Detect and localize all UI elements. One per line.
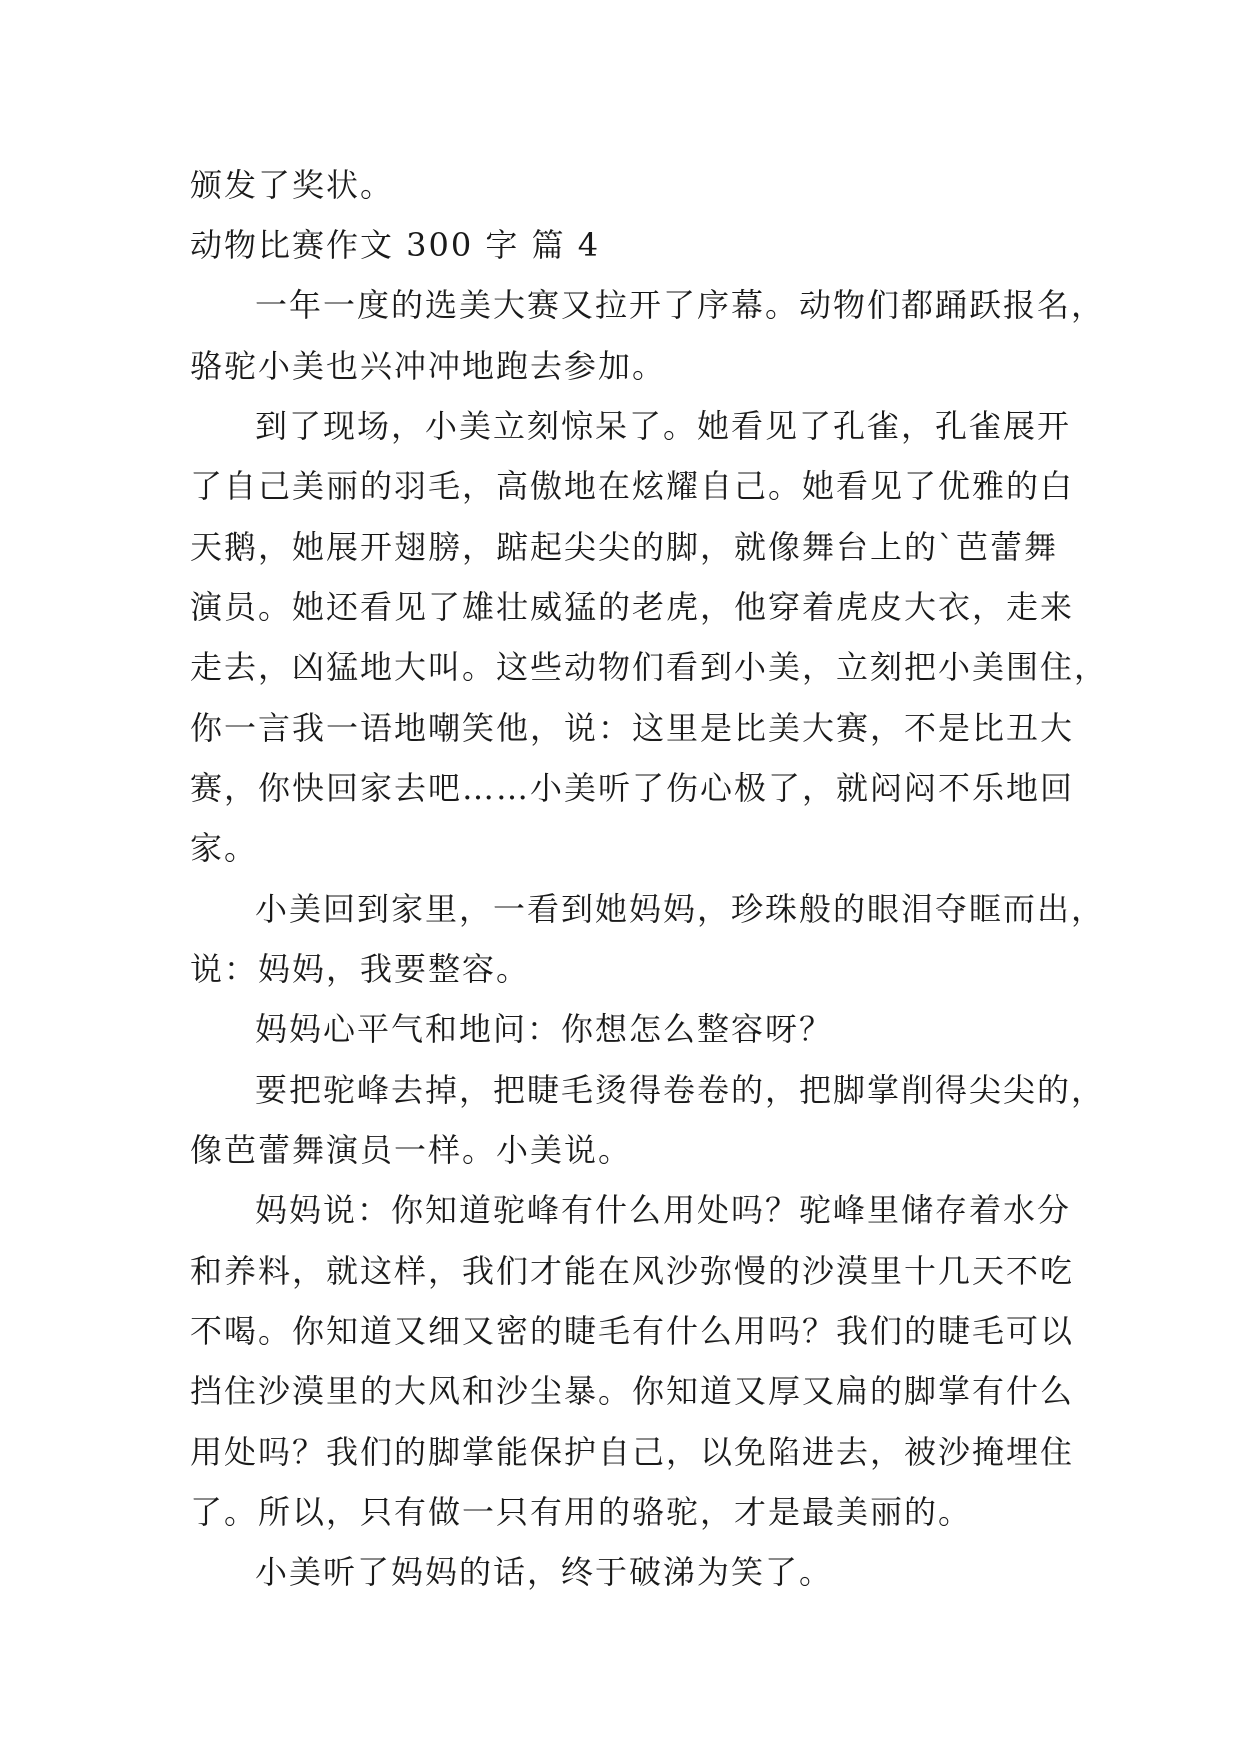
text-line: 小美听了妈妈的话，终于破涕为笑了。 <box>255 1553 834 1591</box>
text-line: 了自己美丽的羽毛，高傲地在炫耀自己。她看见了优雅的白 <box>190 467 1075 505</box>
text-line: 了。所以，只有做一只有用的骆驼，才是最美丽的。 <box>190 1493 973 1531</box>
text-line: 演员。她还看见了雄壮威猛的老虎，他穿着虎皮大衣，走来 <box>190 588 1075 626</box>
text-line: 妈妈说：你知道驼峰有什么用处吗？驼峰里储存着水分 <box>255 1191 1072 1229</box>
text-line: 用处吗？我们的脚掌能保护自己，以免陷进去，被沙掩埋住 <box>190 1433 1075 1471</box>
section-heading: 动物比赛作文 300 字 篇 4 <box>190 226 601 264</box>
text-line: 颁发了奖状。 <box>190 166 395 204</box>
text-line: 要把驼峰去掉，把睫毛烫得卷卷的，把脚掌削得尖尖的， <box>255 1071 1106 1109</box>
text-line: 不喝。你知道又细又密的睫毛有什么用吗？我们的睫毛可以 <box>190 1312 1075 1350</box>
text-line: 骆驼小美也兴冲冲地跑去参加。 <box>190 347 667 385</box>
text-line: 你一言我一语地嘲笑他，说：这里是比美大赛，不是比丑大 <box>190 709 1075 747</box>
text-line: 走去，凶猛地大叫。这些动物们看到小美，立刻把小美围住， <box>190 648 1109 686</box>
text-line: 挡住沙漠里的大风和沙尘暴。你知道又厚又扁的脚掌有什么 <box>190 1372 1075 1410</box>
text-line: 天鹅，她展开翅膀，踮起尖尖的脚，就像舞台上的`芭蕾舞 <box>190 528 1059 566</box>
text-line: 说：妈妈，我要整容。 <box>190 950 531 988</box>
text-line: 赛，你快回家去吧……小美听了伤心极了，就闷闷不乐地回 <box>190 769 1075 807</box>
text-line: 家。 <box>190 829 259 867</box>
text-line: 到了现场，小美立刻惊呆了。她看见了孔雀，孔雀展开 <box>255 407 1072 445</box>
text-line: 像芭蕾舞演员一样。小美说。 <box>190 1131 633 1169</box>
text-line: 和养料，就这样，我们才能在风沙弥慢的沙漠里十几天不吃 <box>190 1252 1075 1290</box>
text-line: 小美回到家里，一看到她妈妈，珍珠般的眼泪夺眶而出， <box>255 890 1106 928</box>
text-line: 妈妈心平气和地问：你想怎么整容呀？ <box>255 1010 834 1048</box>
text-line: 一年一度的选美大赛又拉开了序幕。动物们都踊跃报名， <box>255 286 1106 324</box>
